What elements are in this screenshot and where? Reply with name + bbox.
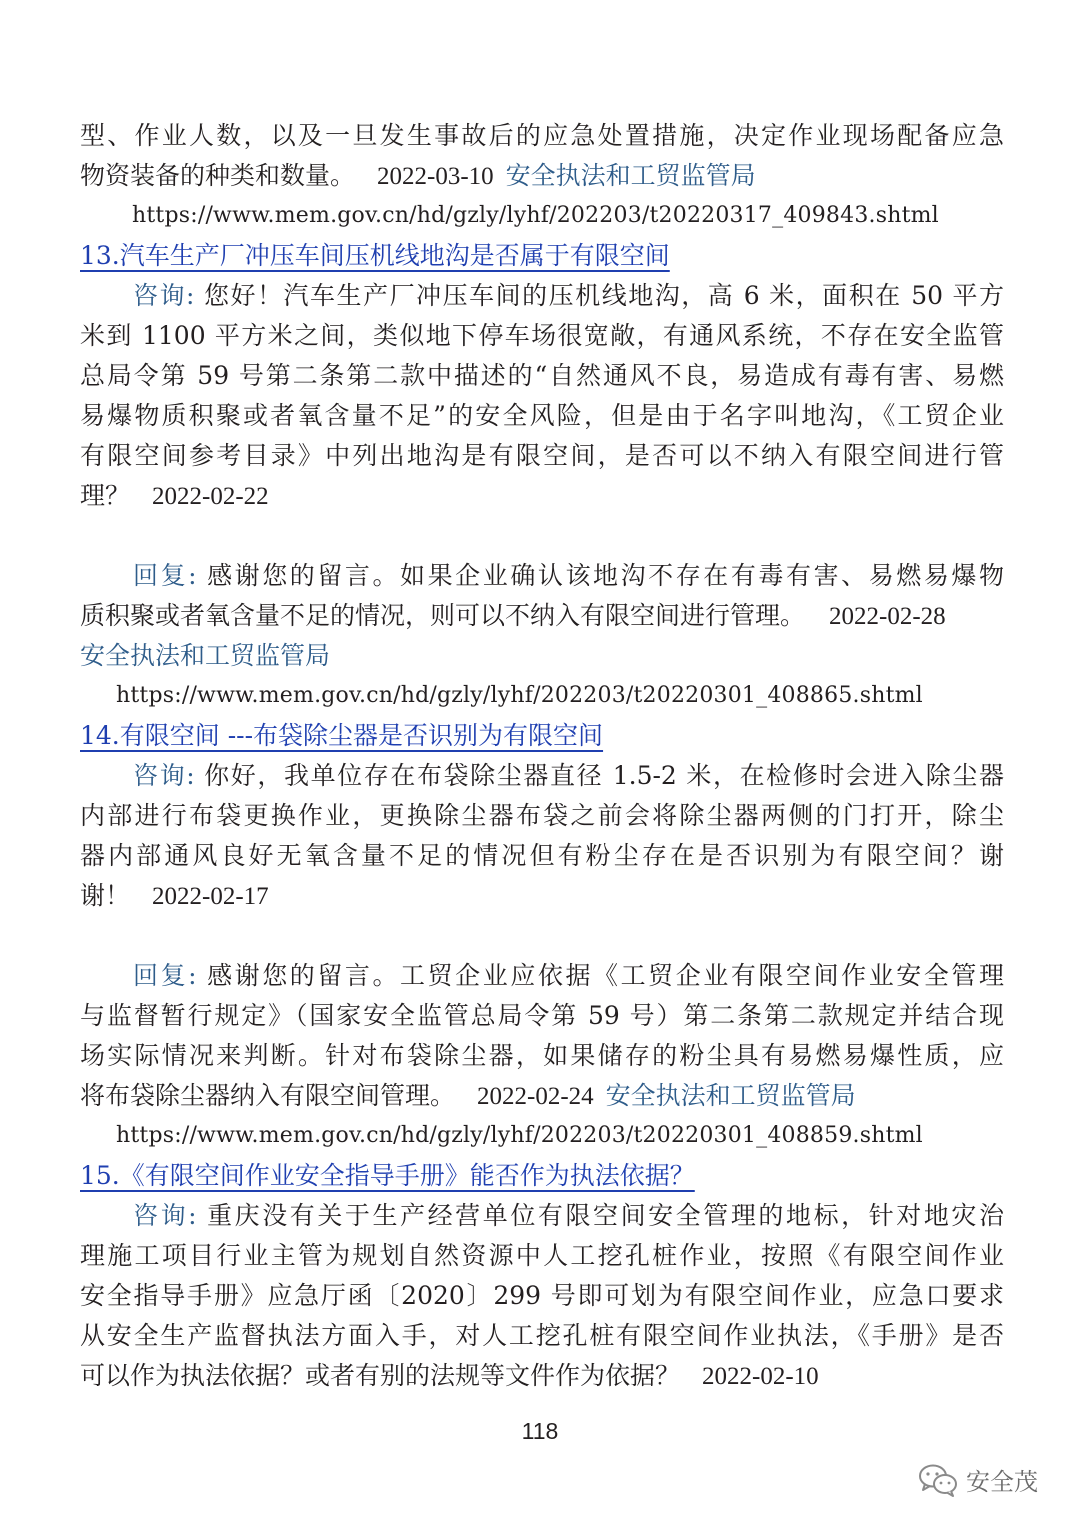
- question-title-15[interactable]: 15.《有限空间作业安全指导手册》能否作为执法依据？: [80, 1161, 695, 1190]
- watermark-text: 安全茂: [966, 1468, 1038, 1496]
- body-line: 谢！ 2022-02-17: [80, 881, 269, 910]
- body-line: 易爆物质积聚或者氧含量不足”的安全风险，但是由于名字叫地沟，《工贸企业: [80, 401, 1004, 430]
- body-line: 内部进行布袋更换作业，更换除尘器布袋之前会将除尘器两侧的门打开，除尘: [80, 801, 1004, 830]
- consult-label: 咨询:: [133, 281, 195, 310]
- watermark: [918, 1462, 1038, 1497]
- date: 2022-02-17: [152, 883, 269, 910]
- page-number: 118: [521, 1418, 559, 1444]
- body-line: 安全指导手册》应急厅函〔2020〕299 号即可划为有限空间作业，应急口要求: [80, 1281, 1004, 1310]
- body-line: 回复: 感谢您的留言。工贸企业应依据《工贸企业有限空间作业安全管理: [133, 961, 1004, 990]
- body-line: 回复: 感谢您的留言。如果企业确认该地沟不存在有毒有害、易燃易爆物: [133, 561, 1004, 590]
- source-url[interactable]: https://www.mem.gov.cn/hd/gzly/lyhf/202203/t20220301_408865.shtml: [116, 683, 923, 708]
- date: 2022-02-28: [829, 603, 946, 630]
- body-line: 理施工项目行业主管为规划自然资源中人工挖孔桩作业，按照《有限空间作业: [80, 1241, 1004, 1270]
- bureau-name: 安全执法和工贸监管局: [80, 641, 331, 670]
- date: 2022-03-10: [377, 163, 494, 190]
- body-line: 质积聚或者氧含量不足的情况，则可以不纳入有限空间进行管理。 2022-02-28: [80, 601, 946, 630]
- body-line: 可以作为执法依据？或者有别的法规等文件作为依据？ 2022-02-10: [80, 1361, 819, 1390]
- body-line: 型、作业人数，以及一旦发生事故后的应急处置措施，决定作业现场配备应急: [80, 121, 1004, 150]
- body-line: 将布袋除尘器纳入有限空间管理。 2022-02-24 安全执法和工贸监管局: [80, 1081, 856, 1110]
- wechat-icon: [918, 1463, 958, 1497]
- body-line: 从安全生产监督执法方面入手，对人工挖孔桩有限空间作业执法，《手册》是否: [80, 1321, 1004, 1350]
- question-title-14[interactable]: 14.有限空间 ---布袋除尘器是否识别为有限空间: [80, 721, 604, 750]
- body-line: 咨询: 重庆没有关于生产经营单位有限空间安全管理的地标，针对地灾治: [133, 1201, 1004, 1230]
- reply-label: 回复:: [133, 961, 197, 990]
- bureau-name: 安全执法和工贸监管局: [605, 1081, 856, 1110]
- consult-label: 咨询:: [133, 761, 195, 790]
- body-line: 米到 1100 平方米之间，类似地下停车场很宽敞，有通风系统，不存在安全监管: [80, 321, 1004, 350]
- consult-label: 咨询:: [133, 1201, 197, 1230]
- source-url[interactable]: https://www.mem.gov.cn/hd/gzly/lyhf/202203/t20220301_408859.shtml: [116, 1123, 923, 1148]
- body-line: 与监督暂行规定》（国家安全监管总局令第 59 号）第二条第二款规定并结合现: [80, 1001, 1004, 1030]
- reply-label: 回复:: [133, 561, 197, 590]
- body-line: 物资装备的种类和数量。 2022-03-10 安全执法和工贸监管局: [80, 161, 756, 190]
- body-line: 咨询: 您好！汽车生产厂冲压车间的压机线地沟，高 6 米，面积在 50 平方: [133, 281, 1004, 310]
- body-line: 总局令第 59 号第二条第二款中描述的“自然通风不良，易造成有毒有害、易燃: [80, 361, 1004, 390]
- body-line: 器内部通风良好无氧含量不足的情况但有粉尘存在是否识别为有限空间？谢: [80, 841, 1004, 870]
- bureau-name: 安全执法和工贸监管局: [505, 161, 756, 190]
- question-title-13[interactable]: 13.汽车生产厂冲压车间压机线地沟是否属于有限空间: [80, 241, 670, 270]
- body-line: 咨询: 你好，我单位存在布袋除尘器直径 1.5-2 米，在检修时会进入除尘器: [133, 761, 1004, 790]
- source-url[interactable]: https://www.mem.gov.cn/hd/gzly/lyhf/202203/t20220317_409843.shtml: [132, 203, 939, 228]
- body-line: 有限空间参考目录》中列出地沟是有限空间，是否可以不纳入有限空间进行管: [80, 441, 1004, 470]
- body-line: 理？ 2022-02-22: [80, 481, 269, 510]
- date: 2022-02-22: [152, 483, 269, 510]
- date: 2022-02-10: [702, 1363, 819, 1390]
- date: 2022-02-24: [477, 1083, 594, 1110]
- body-line: 场实际情况来判断。针对布袋除尘器，如果储存的粉尘具有易燃易爆性质，应: [80, 1041, 1004, 1070]
